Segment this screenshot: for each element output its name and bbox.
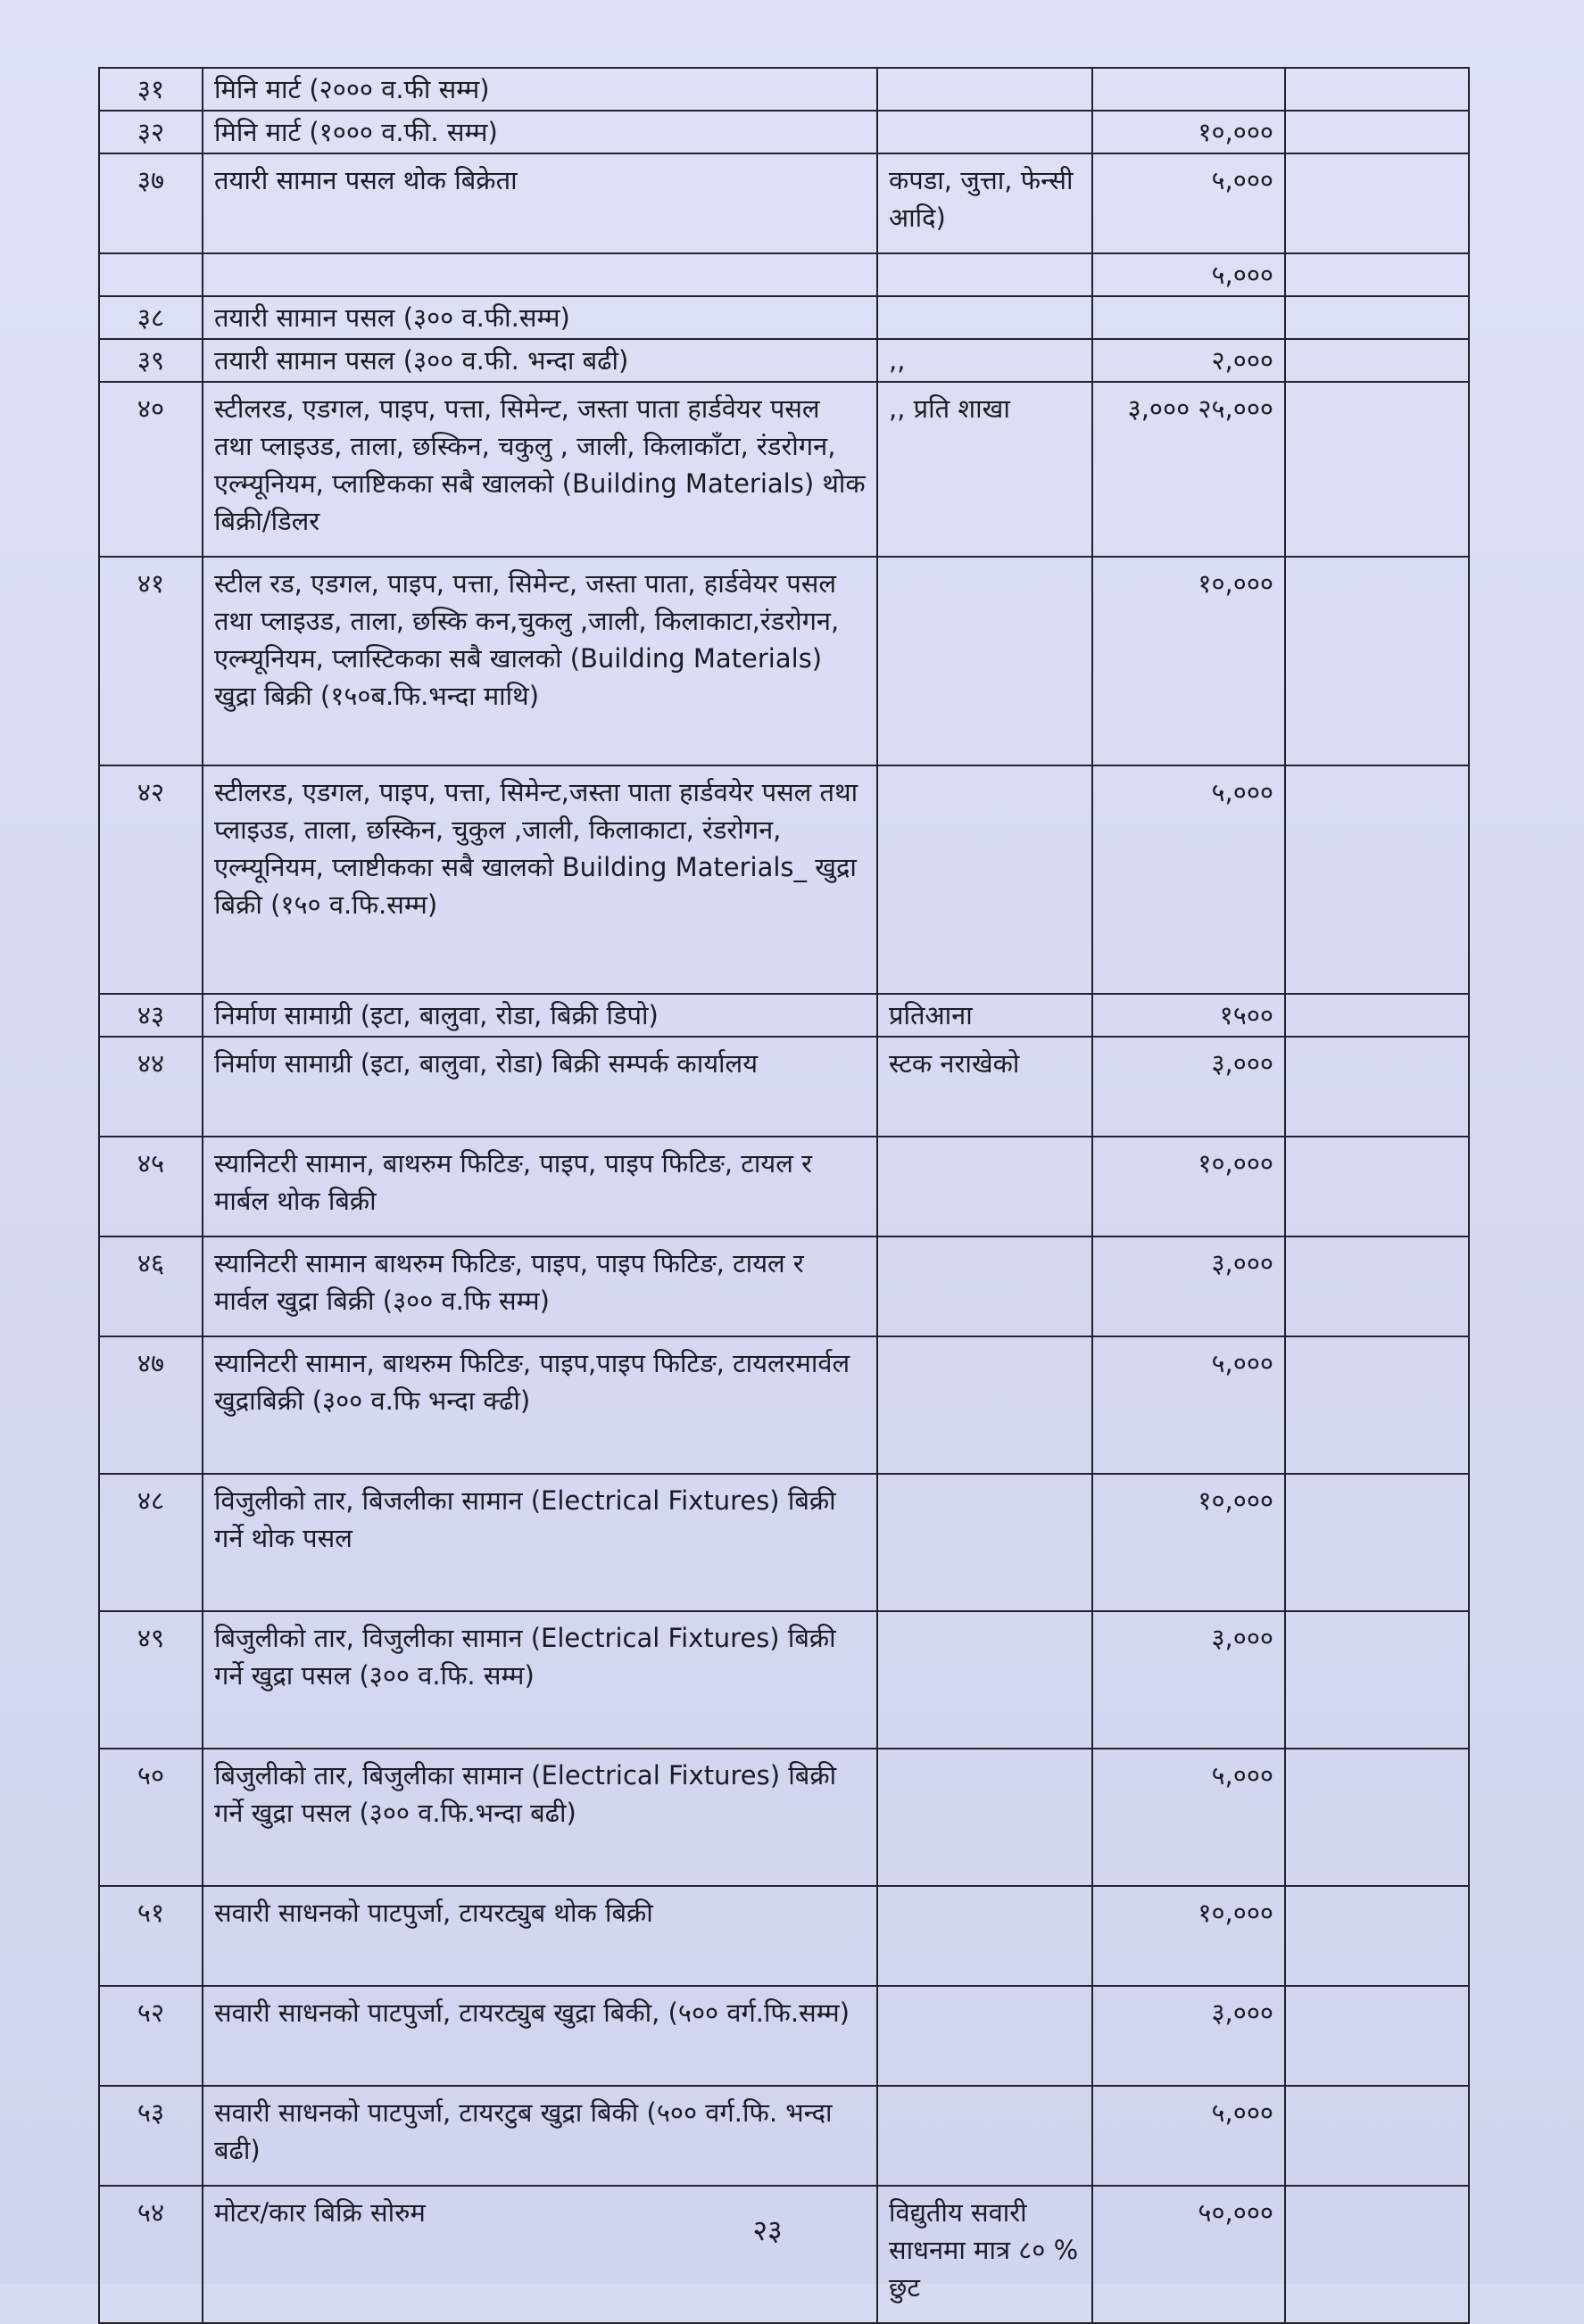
- serial-number: ३८: [99, 296, 203, 339]
- blank-cell: [1285, 68, 1469, 111]
- table-row: [99, 1236, 1469, 1336]
- blank-cell: [1285, 1037, 1469, 1137]
- table-row: [99, 2186, 1469, 2323]
- fee-amount: १०,०००: [1092, 1474, 1285, 1611]
- fee-amount: १०,०००: [1092, 1137, 1285, 1236]
- remark: [877, 765, 1092, 994]
- blank-cell: [1285, 111, 1469, 153]
- fee-amount: १५००: [1092, 994, 1285, 1037]
- business-description: बिजुलीको तार, बिजुलीका सामान (Electrical Fixtures) बिक्री गर्ने खुद्रा पसल (३०० व.फि.भन्दा बढी): [203, 1749, 877, 1886]
- table-row: [99, 2086, 1469, 2186]
- fee-amount: ३,०००: [1092, 1236, 1285, 1336]
- blank-cell: [1285, 1749, 1469, 1886]
- fee-amount: ३,०००: [1092, 1611, 1285, 1749]
- table-row: [99, 253, 1469, 296]
- fee-amount: १०,०००: [1092, 557, 1285, 765]
- business-description: सवारी साधनको पाटपुर्जा, टायरटुब खुद्रा बिकी (५०० वर्ग.फि. भन्दा बढी): [203, 2086, 877, 2186]
- business-description: मिनि मार्ट (१००० व.फी. सम्म): [203, 111, 877, 153]
- business-description: स्यानिटरी सामान, बाथरुम फिटिङ, पाइप,पाइप फिटिङ, टायलरमार्वल खुद्राबिक्री (३०० व.फि भन्दा क्ढी): [203, 1336, 877, 1474]
- serial-number: ३७: [99, 153, 203, 253]
- remark: [877, 1137, 1092, 1236]
- table-row: [99, 1474, 1469, 1611]
- serial-number: ४६: [99, 1236, 203, 1336]
- serial-number: ४९: [99, 1611, 203, 1749]
- remark: [877, 1986, 1092, 2086]
- blank-cell: [1285, 1236, 1469, 1336]
- table-row: [99, 68, 1469, 111]
- table-row: [99, 111, 1469, 153]
- fee-table: [98, 67, 1470, 2324]
- fee-amount: [1092, 68, 1285, 111]
- business-description: सवारी साधनको पाटपुर्जा, टायरट्युब थोक बिक्री: [203, 1886, 877, 1986]
- fee-amount: ५,०००: [1092, 1336, 1285, 1474]
- serial-number: ३२: [99, 111, 203, 153]
- serial-number: ४८: [99, 1474, 203, 1611]
- serial-number: ४०: [99, 382, 203, 557]
- fee-amount: ५,०००: [1092, 765, 1285, 994]
- business-description: स्टीलरड, एडगल, पाइप, पत्ता, सिमेन्ट, जस्ता पाता हार्डवेयर पसल तथा प्लाइउड, ताला, छस्किन, चकुलु , जाली, किलाकाँटा, रंडरोगन, एल्म्यूनियम, प्लाष्टिकका सबै खालको (Building Materials) थोक बिक्री/डिलर: [203, 382, 877, 557]
- business-description: स्यानिटरी सामान बाथरुम फिटिङ, पाइप, पाइप फिटिङ, टायल र मार्वल खुद्रा बिक्री (३०० व.फि सम्म): [203, 1236, 877, 1336]
- fee-amount: १०,०००: [1092, 1886, 1285, 1986]
- serial-number: ४४: [99, 1037, 203, 1137]
- business-description: निर्माण सामाग्री (इटा, बालुवा, रोडा) बिक्री सम्पर्क कार्यालय: [203, 1037, 877, 1137]
- remark: स्टक नराखेको: [877, 1037, 1092, 1137]
- remark: [877, 68, 1092, 111]
- fee-amount: ५,०००: [1092, 2086, 1285, 2186]
- blank-cell: [1285, 1474, 1469, 1611]
- business-description: मोटर/कार बिक्रि सोरुम: [203, 2186, 877, 2323]
- serial-number: ३९: [99, 339, 203, 382]
- blank-cell: [1285, 339, 1469, 382]
- business-description: तयारी सामान पसल (३०० व.फी.सम्म): [203, 296, 877, 339]
- table-row: [99, 557, 1469, 765]
- blank-cell: [1285, 994, 1469, 1037]
- business-description: स्टीलरड, एडगल, पाइप, पत्ता, सिमेन्ट,जस्ता पाता हार्डवयेर पसल तथा प्लाइउड, ताला, छस्किन, चुकुल ,जाली, किलाकाटा, रंडरोगन, एल्म्यूनियम, प्लाष्टीकका सबै खालको Building Materials_ खुद्रा बिक्री (१५० व.फि.सम्म): [203, 765, 877, 994]
- blank-cell: [1285, 296, 1469, 339]
- table-row: [99, 1137, 1469, 1236]
- table-row: [99, 765, 1469, 994]
- business-description: स्टील रड, एडगल, पाइप, पत्ता, सिमेन्ट, जस्ता पाता, हार्डवेयर पसल तथा प्लाइउड, ताला, छस्कि कन,चुकलु ,जाली, किलाकाटा,रंडरोगन, एल्म्यूनियम, प्लास्टिकका सबै खालको (Building Materials) खुद्रा बिक्री (१५०ब.फि.भन्दा माथि): [203, 557, 877, 765]
- remark: [877, 2086, 1092, 2186]
- serial-number: ४२: [99, 765, 203, 994]
- serial-number: ३१: [99, 68, 203, 111]
- business-description: निर्माण सामाग्री (इटा, बालुवा, रोडा, बिक्री डिपो): [203, 994, 877, 1037]
- blank-cell: [1285, 557, 1469, 765]
- remark: [877, 111, 1092, 153]
- table-row: [99, 1986, 1469, 2086]
- blank-cell: [1285, 1137, 1469, 1236]
- serial-number: ५०: [99, 1749, 203, 1886]
- business-description: सवारी साधनको पाटपुर्जा, टायरट्युब खुद्रा बिकी, (५०० वर्ग.फि.सम्म): [203, 1986, 877, 2086]
- blank-cell: [1285, 2186, 1469, 2323]
- remark: [877, 1886, 1092, 1986]
- business-description: [203, 253, 877, 296]
- business-description: तयारी सामान पसल थोक बिक्रेता: [203, 153, 877, 253]
- serial-number: ५४: [99, 2186, 203, 2323]
- fee-amount: ५,०००: [1092, 253, 1285, 296]
- table-row: [99, 1886, 1469, 1986]
- remark: ,,: [877, 339, 1092, 382]
- serial-number: ४३: [99, 994, 203, 1037]
- remark: [877, 1611, 1092, 1749]
- fee-amount: २,०००: [1092, 339, 1285, 382]
- fee-amount: ३,०००: [1092, 1037, 1285, 1137]
- serial-number: ४७: [99, 1336, 203, 1474]
- remark: कपडा, जुत्ता, फेन्सी आदि): [877, 153, 1092, 253]
- table-row: [99, 994, 1469, 1037]
- serial-number: [99, 253, 203, 296]
- business-description: तयारी सामान पसल (३०० व.फी. भन्दा बढी): [203, 339, 877, 382]
- blank-cell: [1285, 1886, 1469, 1986]
- remark: [877, 1336, 1092, 1474]
- table-row: [99, 382, 1469, 557]
- serial-number: ५३: [99, 2086, 203, 2186]
- remark: [877, 253, 1092, 296]
- blank-cell: [1285, 1336, 1469, 1474]
- serial-number: ४१: [99, 557, 203, 765]
- remark: [877, 1474, 1092, 1611]
- table-row: [99, 1037, 1469, 1137]
- fee-amount: १०,०००: [1092, 111, 1285, 153]
- fee-amount: [1092, 296, 1285, 339]
- blank-cell: [1285, 253, 1469, 296]
- table-row: [99, 339, 1469, 382]
- fee-amount: ५,०००: [1092, 153, 1285, 253]
- business-description: स्यानिटरी सामान, बाथरुम फिटिङ, पाइप, पाइप फिटिङ, टायल र मार्बल थोक बिक्री: [203, 1137, 877, 1236]
- page-number: २३: [752, 2213, 783, 2247]
- remark: [877, 1236, 1092, 1336]
- remark: विद्युतीय सवारी साधनमा मात्र ८० % छुट: [877, 2186, 1092, 2323]
- table-row: [99, 1611, 1469, 1749]
- fee-amount: ५०,०००: [1092, 2186, 1285, 2323]
- serial-number: ४५: [99, 1137, 203, 1236]
- table-row: [99, 296, 1469, 339]
- business-description: मिनि मार्ट (२००० व.फी सम्म): [203, 68, 877, 111]
- table-row: [99, 1336, 1469, 1474]
- remark: [877, 557, 1092, 765]
- blank-cell: [1285, 382, 1469, 557]
- table-row: [99, 153, 1469, 253]
- fee-amount: ३,०००: [1092, 1986, 1285, 2086]
- blank-cell: [1285, 1611, 1469, 1749]
- remark: [877, 1749, 1092, 1886]
- remark: ,, प्रति शाखा: [877, 382, 1092, 557]
- serial-number: ५२: [99, 1986, 203, 2086]
- fee-amount: ५,०००: [1092, 1749, 1285, 1886]
- blank-cell: [1285, 1986, 1469, 2086]
- blank-cell: [1285, 153, 1469, 253]
- fee-amount: ३,००० २५,०००: [1092, 382, 1285, 557]
- business-description: बिजुलीको तार, विजुलीका सामान (Electrical Fixtures) बिक्री गर्ने खुद्रा पसल (३०० व.फि. सम्म): [203, 1611, 877, 1749]
- table-row: [99, 1749, 1469, 1886]
- blank-cell: [1285, 2086, 1469, 2186]
- serial-number: ५१: [99, 1886, 203, 1986]
- remark: [877, 296, 1092, 339]
- remark: प्रतिआना: [877, 994, 1092, 1037]
- blank-cell: [1285, 765, 1469, 994]
- business-description: विजुलीको तार, बिजलीका सामान (Electrical Fixtures) बिक्री गर्ने थोक पसल: [203, 1474, 877, 1611]
